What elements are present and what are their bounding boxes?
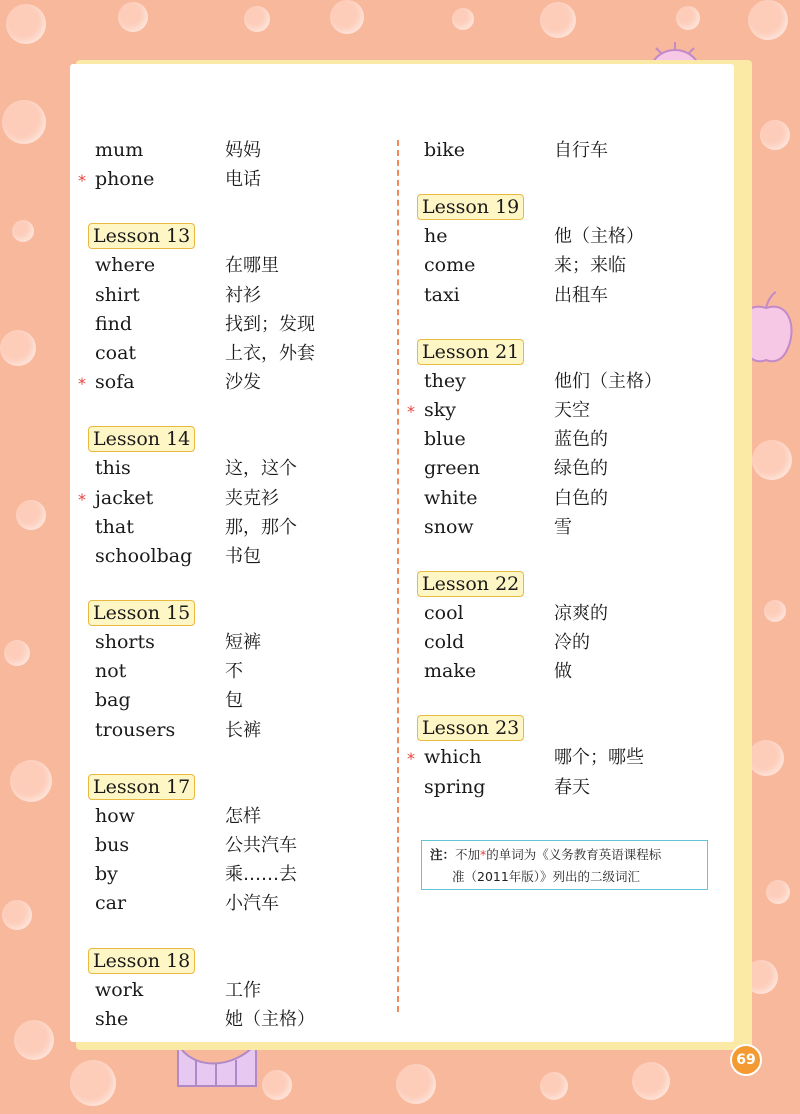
lesson-heading <box>78 599 388 628</box>
lesson-label: Lesson 18 <box>88 948 195 974</box>
english-word: which <box>424 746 482 769</box>
vocab-row <box>407 599 727 628</box>
english-word: find <box>95 312 133 335</box>
english-word: sofa <box>95 371 135 394</box>
vocab-row <box>78 889 388 918</box>
vocab-row <box>78 831 388 860</box>
english-word: come <box>424 254 476 277</box>
english-word: spring <box>424 775 486 798</box>
chinese-meaning: 那，那个 <box>225 516 297 538</box>
english-word: bike <box>424 139 465 161</box>
column-divider <box>397 140 399 1012</box>
chinese-meaning: 他们（主格） <box>554 370 662 392</box>
section-gap <box>78 571 388 599</box>
chinese-meaning: 哪个；哪些 <box>554 747 644 769</box>
chinese-meaning: 做 <box>554 661 572 683</box>
vocab-row <box>78 339 388 368</box>
vocab-row <box>407 251 727 280</box>
vocab-row <box>78 251 388 280</box>
english-word: bag <box>95 689 131 712</box>
vocab-row <box>78 165 388 194</box>
chinese-meaning: 这，这个 <box>225 458 297 480</box>
english-word: white <box>424 486 478 509</box>
vocab-row <box>78 454 388 483</box>
right-word-column <box>407 136 727 802</box>
section-gap <box>407 686 727 714</box>
vocab-row <box>78 310 388 339</box>
english-word: that <box>95 515 134 538</box>
lesson-label: Lesson 14 <box>88 426 195 452</box>
chinese-meaning: 怎样 <box>225 805 261 827</box>
lesson-heading <box>407 714 727 743</box>
english-word: shirt <box>95 283 140 306</box>
english-word: by <box>95 863 118 886</box>
vocab-row <box>407 513 727 542</box>
english-word: car <box>95 892 127 915</box>
english-word: sky <box>424 398 456 421</box>
vocab-row <box>407 657 727 686</box>
lesson-heading <box>78 222 388 251</box>
chinese-meaning: 凉爽的 <box>554 602 608 624</box>
chinese-meaning: 电话 <box>225 169 261 191</box>
asterisk-mark: * <box>78 489 86 509</box>
english-word: they <box>424 369 466 392</box>
english-word: shorts <box>95 631 155 654</box>
lesson-heading <box>78 773 388 802</box>
chinese-meaning: 绿色的 <box>554 458 608 480</box>
vocab-row <box>78 802 388 831</box>
vocab-row <box>407 367 727 396</box>
lesson-label: Lesson 13 <box>88 223 195 249</box>
english-word: make <box>424 660 477 683</box>
english-word: snow <box>424 515 474 538</box>
vocab-row <box>78 484 388 513</box>
english-word: blue <box>424 428 466 451</box>
left-word-column <box>78 136 388 1034</box>
vocab-row <box>78 136 388 165</box>
vocab-row <box>78 657 388 686</box>
chinese-meaning: 来；来临 <box>554 255 626 277</box>
chinese-meaning: 春天 <box>554 776 590 798</box>
chinese-meaning: 在哪里 <box>225 255 279 277</box>
vocab-row <box>78 976 388 1005</box>
vocab-row <box>407 454 727 483</box>
lesson-label: Lesson 19 <box>417 194 524 220</box>
chinese-meaning: 天空 <box>554 399 590 421</box>
lesson-heading <box>407 193 727 222</box>
footnote-mark: * <box>480 847 487 862</box>
vocab-row <box>407 396 727 425</box>
asterisk-mark: * <box>407 749 415 769</box>
english-word: bus <box>95 834 130 856</box>
chinese-meaning: 沙发 <box>225 372 261 394</box>
lesson-label: Lesson 17 <box>88 774 195 800</box>
english-word: jacket <box>95 486 154 509</box>
chinese-meaning: 他（主格） <box>554 226 644 248</box>
vocab-row <box>78 542 388 571</box>
vocab-row <box>407 484 727 513</box>
lesson-label: Lesson 22 <box>417 571 524 597</box>
vocab-row <box>78 1005 388 1034</box>
english-word: this <box>95 457 131 480</box>
vocab-row <box>407 773 727 802</box>
lesson-label: Lesson 23 <box>417 715 524 741</box>
footnote-box <box>421 840 708 890</box>
english-word: how <box>95 804 135 827</box>
vocab-row <box>78 860 388 889</box>
chinese-meaning: 上衣，外套 <box>225 342 315 364</box>
asterisk-mark: * <box>78 374 86 394</box>
footnote-text-after: 的单词为《义务教育英语课程标 <box>486 847 662 862</box>
chinese-meaning: 工作 <box>225 979 261 1001</box>
footnote-text-before: 不加 <box>455 847 481 862</box>
vocab-row <box>407 222 727 251</box>
vocab-row <box>407 136 727 165</box>
vocab-row <box>78 513 388 542</box>
english-word: she <box>95 1007 129 1030</box>
vocab-row <box>407 743 727 772</box>
english-word: cool <box>424 601 464 624</box>
chinese-meaning: 雪 <box>554 516 572 538</box>
chinese-meaning: 不 <box>225 661 243 683</box>
lesson-heading <box>78 947 388 976</box>
chinese-meaning: 小汽车 <box>225 893 279 915</box>
lesson-label: Lesson 15 <box>88 600 195 626</box>
english-word: work <box>95 978 144 1001</box>
section-gap <box>78 919 388 947</box>
chinese-meaning: 妈妈 <box>225 140 261 161</box>
chinese-meaning: 冷的 <box>554 632 590 654</box>
english-word: green <box>424 457 480 480</box>
vocab-row <box>407 425 727 454</box>
page-number: 69 <box>730 1044 762 1076</box>
lesson-heading <box>407 570 727 599</box>
section-gap <box>78 194 388 222</box>
vocab-row <box>407 628 727 657</box>
chinese-meaning: 包 <box>225 690 243 712</box>
vocab-row <box>78 368 388 397</box>
english-word: cold <box>424 631 465 654</box>
english-word: where <box>95 254 156 277</box>
section-gap <box>78 745 388 773</box>
english-word: coat <box>95 341 137 364</box>
chinese-meaning: 出租车 <box>554 284 608 306</box>
lesson-heading <box>78 425 388 454</box>
section-gap <box>407 310 727 338</box>
vocab-row <box>78 716 388 745</box>
chinese-meaning: 白色的 <box>554 487 608 509</box>
english-word: not <box>95 660 127 683</box>
section-gap <box>407 165 727 193</box>
vocab-row <box>78 281 388 310</box>
chinese-meaning: 自行车 <box>554 140 608 161</box>
chinese-meaning: 衬衫 <box>225 284 261 306</box>
lesson-label: Lesson 21 <box>417 339 524 365</box>
footnote-line-1 <box>422 844 707 866</box>
english-word: he <box>424 225 448 248</box>
asterisk-mark: * <box>407 401 415 421</box>
footnote-line-2: 准（2011年版）》列出的二级词汇 <box>452 869 641 884</box>
asterisk-mark: * <box>78 171 86 191</box>
chinese-meaning: 夹克衫 <box>225 487 279 509</box>
vocab-row <box>78 628 388 657</box>
chinese-meaning: 公共汽车 <box>225 835 297 856</box>
footnote-prefix: 注： <box>430 847 456 862</box>
chinese-meaning: 她（主格） <box>225 1008 315 1030</box>
section-gap <box>407 542 727 570</box>
chinese-meaning: 乘……去 <box>225 864 297 886</box>
vocab-row <box>407 281 727 310</box>
chinese-meaning: 长裤 <box>225 719 261 741</box>
chinese-meaning: 蓝色的 <box>554 429 608 451</box>
vocab-row <box>78 686 388 715</box>
english-word: taxi <box>424 283 460 306</box>
english-word: trousers <box>95 718 176 741</box>
english-word: schoolbag <box>95 544 193 567</box>
lesson-heading <box>407 338 727 367</box>
chinese-meaning: 短裤 <box>225 632 261 654</box>
english-word: mum <box>95 139 144 161</box>
english-word: phone <box>95 168 155 191</box>
section-gap <box>78 397 388 425</box>
chinese-meaning: 找到；发现 <box>225 313 315 335</box>
chinese-meaning: 书包 <box>225 545 261 567</box>
